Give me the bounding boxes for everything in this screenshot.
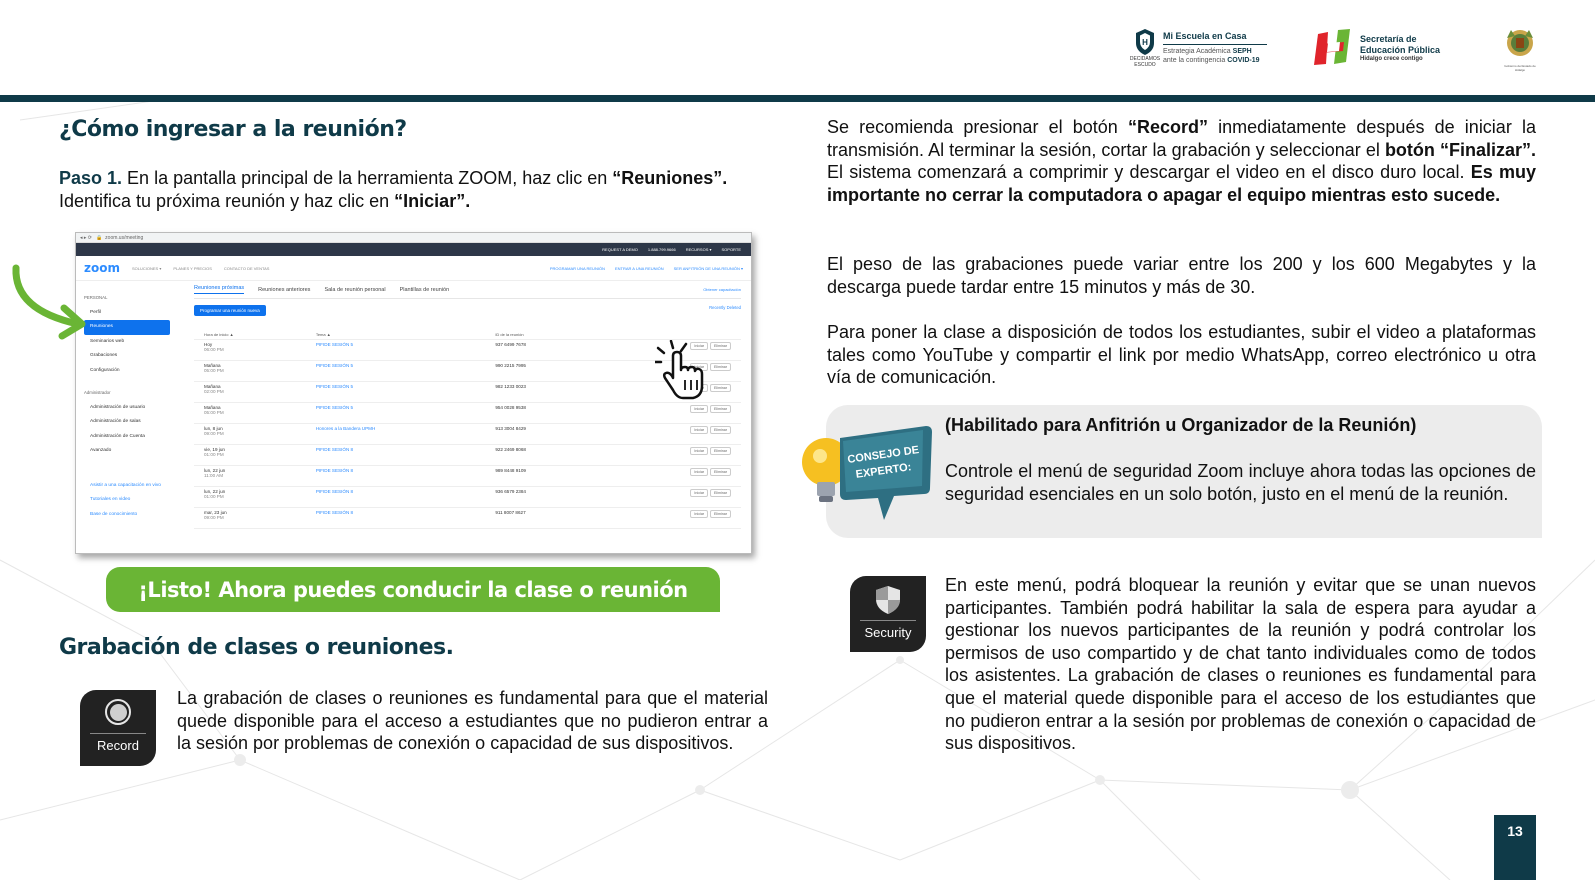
security-icon-label: Security bbox=[864, 625, 912, 640]
start-meeting-button[interactable]: Iniciar bbox=[690, 426, 708, 434]
ready-banner: ¡Listo! Ahora puedes conducir la clase o reunión bbox=[106, 567, 720, 612]
zoom-logo: zoom bbox=[84, 261, 120, 275]
zoom-meetings-screenshot bbox=[75, 232, 752, 554]
record-instructions-paragraph: Se recomienda presionar el botón “Record” inmediatamente después de iniciar la transmisión. Al terminar la sesión, cortar la grabación y seleccionar el botón “Finalizar”. El sistema comenzará a comprimir y descargar el video en el disco duro local. Es muy importante no cerrar la computadora o apagar el equipo mientras esto sucede. bbox=[827, 117, 1537, 205]
tip-badge-line1: CONSEJO DE bbox=[846, 444, 920, 467]
section-heading-recording: Grabación de clases o reuniones. bbox=[59, 635, 454, 660]
svg-text:H: H bbox=[1142, 38, 1148, 47]
start-meeting-button[interactable]: Iniciar bbox=[690, 510, 708, 518]
sep-hidalgo-logo bbox=[1310, 28, 1440, 68]
table-row: Mañana 05:00 PM PIFIDE SESIÓN 5 990 2215 7995 Iniciar Eliminar bbox=[194, 361, 741, 382]
mi-escuela-title: Mi Escuela en Casa bbox=[1163, 31, 1247, 41]
shield-logo-caption: DECIDAMOS ESCUDO bbox=[1129, 56, 1161, 68]
start-meeting-button[interactable]: Iniciar bbox=[690, 363, 708, 371]
table-row: lun, 22 jun 01:00 PM PIFIDE SESIÓN 8 936 6579 2384 Iniciar Eliminar bbox=[194, 487, 741, 508]
table-row: mar, 23 jun 09:00 PM PIFIDE SESIÓN 8 911 8007 8627 Iniciar Eliminar bbox=[194, 508, 741, 529]
record-button-icon bbox=[80, 690, 156, 766]
table-row: vie, 19 jun 01:00 PM PIFIDE SESIÓN 8 922 2469 8068 Iniciar Eliminar bbox=[194, 445, 741, 466]
delete-meeting-button[interactable]: Eliminar bbox=[710, 510, 731, 518]
step-one-paragraph: Paso 1. En la pantalla principal de la herramienta ZOOM, haz clic en “Reuniones”. Identifica tu próxima reunión y haz clic en “Iniciar”. bbox=[59, 168, 728, 211]
record-icon-label: Record bbox=[97, 738, 139, 753]
sep-tagline: Hidalgo crece contigo bbox=[1360, 56, 1423, 62]
recording-paragraph: La grabación de clases o reuniones es fundamental para que el material quede disponible para el acceso a estudiantes que no pudieron entrar a la sesión por problemas de conexión o capacidad de sus dispositivos. bbox=[177, 688, 768, 754]
delete-meeting-button[interactable]: Eliminar bbox=[710, 405, 731, 413]
tip-title: (Habilitado para Anfitrión u Organizador de la Reunión) bbox=[945, 415, 1417, 435]
header-divider-bar bbox=[0, 95, 1595, 102]
green-pointer-arrow bbox=[10, 262, 90, 342]
section-heading-join-meeting: ¿Cómo ingresar a la reunión? bbox=[59, 117, 407, 142]
table-row: Mañana 05:00 PM PIFIDE SESIÓN 5 954 0028 9538 Iniciar Eliminar bbox=[194, 403, 741, 424]
sidebar-item-grabaciones: Grabaciones bbox=[90, 353, 118, 358]
sidebar-item-configuracion: Configuración bbox=[90, 367, 120, 373]
sidebar-item-perfil: Perfil bbox=[90, 309, 101, 315]
delete-meeting-button[interactable]: Eliminar bbox=[710, 489, 731, 497]
share-video-paragraph: Para poner la clase a disposición de todos los estudiantes, subir el video a plataformas tales como YouTube y compartir el link por medio WhatsApp, correo electrónico u otra vía de comunicación. bbox=[827, 322, 1536, 388]
recording-size-paragraph: El peso de las grabaciones puede variar entre los 200 y los 600 Megabytes y la descarga puede tardar entre 15 minutos y más de 30. bbox=[827, 254, 1536, 297]
record-circle-icon bbox=[105, 699, 131, 725]
zoom-navbar: zoom SOLUCIONES ▾ PLANES Y PRECIOS CONTACTO DE VENTAS PROGRAMAR UNA REUNIÓN ENTRAR A UNA REUNIÓN SER ANFITRIÓN DE UNA REUNIÓN ▾ bbox=[76, 256, 751, 281]
meetings-table: Hora de inicio ▲ Tema ▲ ID de la reunión Hoy 06:00 PM PIFIDE SESIÓN 5 937 6499 7678 Iniciar Eliminar Mañana 05:00 PM PIFIDE SESIÓN 5 990 2215 7995 Iniciar Eliminar Mañana 02:00 PM PIFIDE SESIÓN 5 982 1233 0023 Eliminar Mañana 05:00 PM PIFIDE SESIÓN 5 954 0028 9538 Iniciar Eliminar lun, 8 jun 09:00 PM Honores a la Bandera UPMH 913 3004 8429 Iniciar Eliminar vie, 19 jun 01:00 PM PIFIDE SESIÓN 8 922 2469 8068 Iniciar Eliminar lun, 22 jun 11:00 AM PIFIDE SESIÓN 8 989 8448 9109 Iniciar Eliminar lun, 22 jun 01:00 PM PIFIDE SESIÓN 8 936 6579 2384 Iniciar Eliminar mar, 23 jun 09:00 PM PIFIDE SESIÓN 8 911 8007 8627 Iniciar Eliminar bbox=[194, 330, 741, 529]
mi-escuela-line2: ante la contingencia COVID-19 bbox=[1163, 57, 1260, 64]
start-meeting-button[interactable]: Iniciar bbox=[690, 447, 708, 455]
zoom-main-panel: Reuniones próximas Reuniones anteriores Sala de reunión personal Plantillas de reunión Obtener capacitación Programar una reunión nueva Recently Deleted Hora de inicio ▲ Tema ▲ ID de la reunión Hoy 06:00 PM PIFIDE SESIÓN 5 937 6499 7678 Iniciar Eliminar Mañana 05:00 PM PIFIDE SESIÓN 5 990 2215 7995 Iniciar Eliminar Mañana 02:00 PM PIFIDE SESIÓN 5 982 1233 0023 Eliminar Mañana 05:00 PM PIFIDE SESIÓN 5 954 0028 9538 Iniciar Eliminar lun, 8 jun 09:00 PM Honores a la Bandera UPMH 913 3004 8429 Iniciar Eliminar vie, 19 jun 01:00 PM PIFIDE SESIÓN 8 922 2469 8068 Iniciar Eliminar lun, 22 jun 11:00 AM PIFIDE SESIÓN 8 989 8448 9109 Iniciar Eliminar lun, 22 jun 01:00 PM PIFIDE SESIÓN 8 936 6579 2384 Iniciar Eliminar mar, 23 jun 09:00 PM PIFIDE SESIÓN 8 911 8007 8627 Iniciar Eliminar bbox=[194, 281, 741, 554]
delete-meeting-button[interactable]: Eliminar bbox=[710, 426, 731, 434]
state-seal-icon bbox=[1502, 28, 1538, 64]
start-meeting-button[interactable]: Iniciar bbox=[690, 342, 708, 350]
delete-meeting-button[interactable]: Eliminar bbox=[710, 384, 731, 392]
sep-title-line2: Educación Pública bbox=[1360, 45, 1441, 55]
zoom-tabs: Reuniones próximas Reuniones anteriores Sala de reunión personal Plantillas de reunión Obtener capacitación bbox=[194, 281, 741, 299]
page-number: 13 bbox=[1494, 815, 1536, 880]
shield-security-icon bbox=[874, 585, 902, 615]
table-row: lun, 8 jun 09:00 PM Honores a la Bandera UPMH 913 3004 8429 Iniciar Eliminar bbox=[194, 424, 741, 445]
sidebar-item-reuniones: Reuniones bbox=[84, 320, 170, 335]
schedule-meeting-button: Programar una reunión nueva bbox=[194, 305, 266, 316]
shield-logo-icon bbox=[1134, 28, 1156, 56]
sidebar-item-seminarios: Seminarios web bbox=[90, 338, 125, 344]
delete-meeting-button[interactable]: Eliminar bbox=[710, 342, 731, 350]
table-row: Hoy 06:00 PM PIFIDE SESIÓN 5 937 6499 7678 Iniciar Eliminar bbox=[194, 340, 741, 361]
tip-text: Controle el menú de seguridad Zoom incluye ahora todas las opciones de seguridad esenciales en un solo botón, justo en el menú de la reunión. bbox=[945, 461, 1536, 504]
hidalgo-h-icon bbox=[1310, 28, 1354, 68]
hand-pointer-icon bbox=[655, 340, 711, 400]
state-seal-caption: Gobierno del Estado de Hidalgo bbox=[1504, 64, 1536, 72]
expert-tip-lightbulb-icon bbox=[798, 420, 938, 525]
page-header bbox=[0, 0, 1595, 95]
table-row: lun, 22 jun 11:00 AM PIFIDE SESIÓN 8 989 8448 9109 Iniciar Eliminar bbox=[194, 466, 741, 487]
start-meeting-button[interactable]: Iniciar bbox=[690, 489, 708, 497]
mi-escuela-logo bbox=[1129, 28, 1267, 68]
delete-meeting-button[interactable]: Eliminar bbox=[710, 447, 731, 455]
zoom-sidebar: PERSONAL Perfil Reuniones Seminarios web Grabaciones Configuración Administrador Administración de usuario Administración de salas Administración de Cuenta Avanzado Asistir a una capacitación en vivo Tutoriales en video Base de conocimiento bbox=[76, 281, 176, 554]
security-button-icon bbox=[850, 576, 926, 652]
delete-meeting-button[interactable]: Eliminar bbox=[710, 363, 731, 371]
start-meeting-button[interactable]: Iniciar bbox=[690, 468, 708, 476]
delete-meeting-button[interactable]: Eliminar bbox=[710, 468, 731, 476]
start-meeting-button[interactable]: Iniciar bbox=[690, 405, 708, 413]
security-paragraph: En este menú, podrá bloquear la reunión y evitar que se unan nuevos participantes. También podrá habilitar la sala de espera para ayudar a gestionar los nuevos participantes de la reunión y podrá controlar los permisos de uso compartido y de chat tanto individuales como de todos los asistentes. La grabación de clases o reuniones es fundamental para que el material quede disponible para el acceso de los estudiantes que no pudieron entrar a la sesión por problemas de conexión o capacidad de sus dispositivos. bbox=[945, 575, 1536, 754]
step-label: Paso 1. bbox=[59, 168, 123, 188]
table-row: Mañana 02:00 PM PIFIDE SESIÓN 5 982 1233 0023 Eliminar bbox=[194, 382, 741, 403]
state-seal-logo bbox=[1500, 28, 1540, 72]
sep-title-line1: Secretaría de bbox=[1360, 34, 1417, 44]
browser-address-bar: ◂ ▸ ⟳ 🔒 zoom.us/meeting bbox=[76, 233, 751, 243]
mi-escuela-line1: Estrategia Académica SEPH bbox=[1163, 48, 1252, 55]
zoom-topbar: REQUEST A DEMO 1.888.799.9666 RECURSOS ▾ SOPORTE bbox=[76, 243, 751, 256]
tip-badge-line2: EXPERTO: bbox=[855, 461, 913, 481]
